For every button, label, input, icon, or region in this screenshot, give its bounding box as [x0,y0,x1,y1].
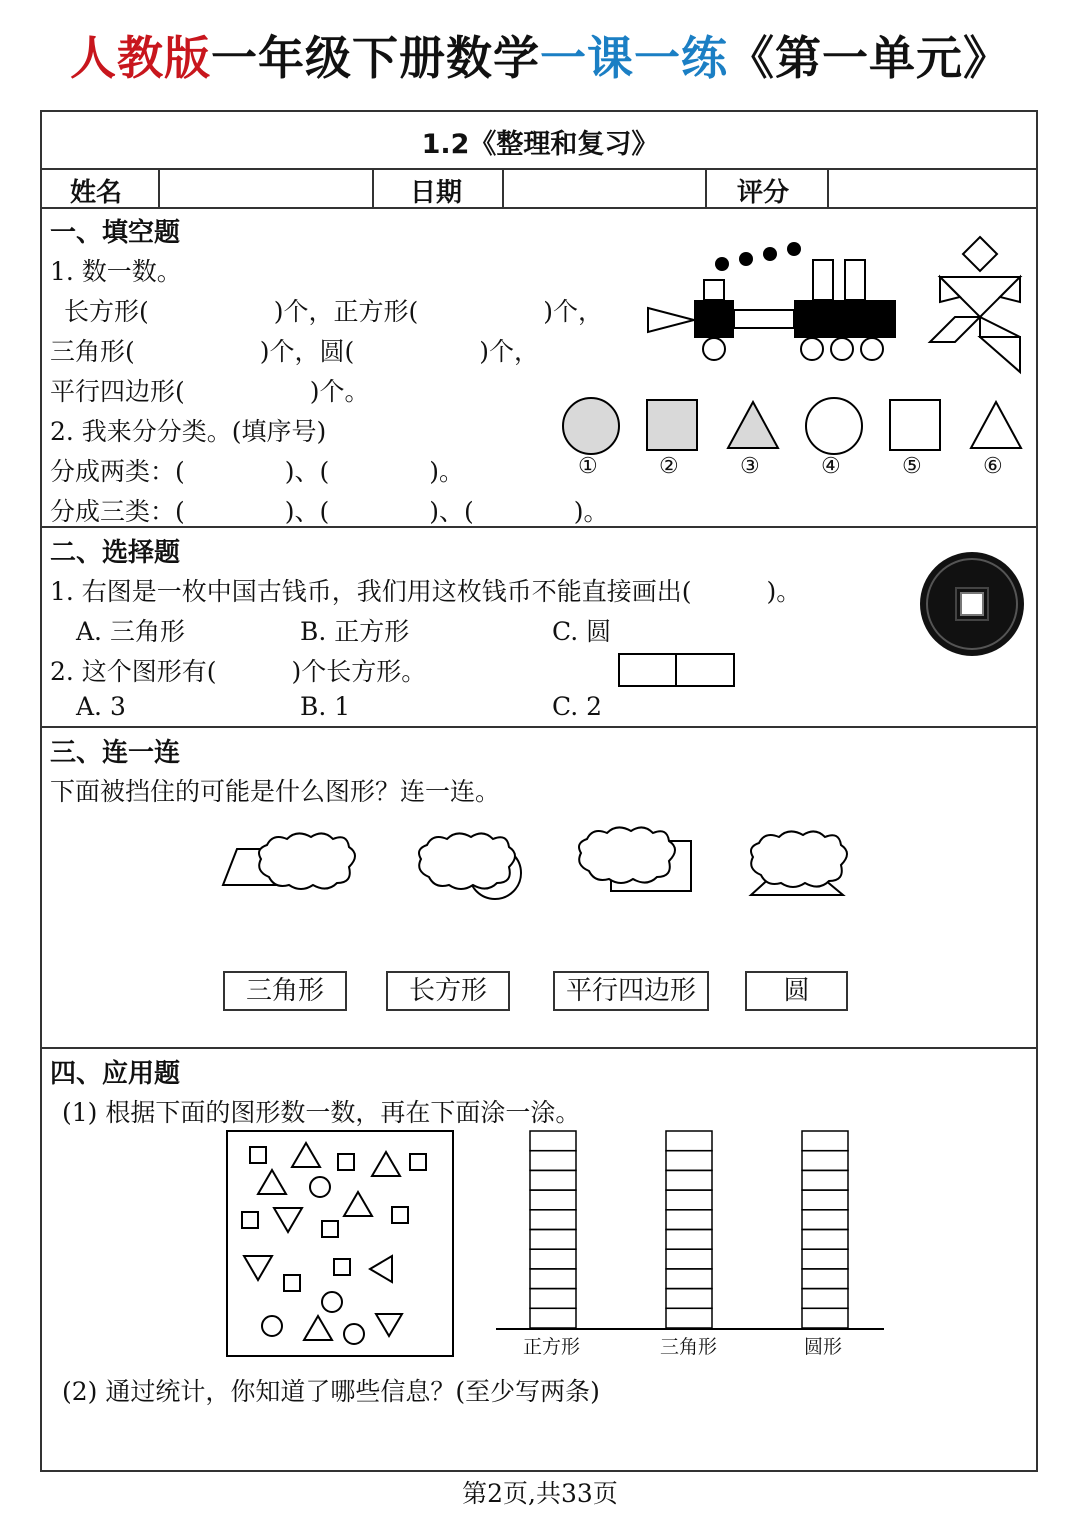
cloud-cover [419,833,515,889]
bar-grid-cell [530,1210,576,1230]
bar-grid-cell [530,1151,576,1171]
classify-shapes [555,392,1035,492]
bar-label-triangle: 三角形 [660,1336,718,1358]
shape-number: ⑥ [983,454,1003,479]
bar-grid-cell [530,1249,576,1269]
section1-heading: 一、填空题 [50,218,181,248]
bar-grid-cell [530,1190,576,1210]
q1-option-a[interactable]: A. 三角形 [76,617,185,646]
title-grade: 一年级下册数学 [211,31,540,85]
bar-label-square: 正方形 [523,1336,581,1358]
score-label: 评分 [737,178,790,208]
divider [705,168,707,208]
cloud-cover [751,831,847,887]
bar-grid-cell [802,1170,848,1190]
option-circle[interactable]: 圆 [745,971,848,1011]
bar-grid-cell [802,1308,848,1328]
bar-grid-cell [530,1131,576,1151]
bar-grid-cell [802,1269,848,1289]
bar-grid-cell [802,1210,848,1230]
bar-grid-cell [530,1289,576,1309]
page-title [0,22,1080,88]
q2-option-c[interactable]: C. 2 [552,692,603,721]
shape-number: ① [578,454,598,479]
bar-grid-cell [666,1308,712,1328]
bar-grid-cell [802,1289,848,1309]
score-field[interactable] [829,170,1035,206]
section3-prompt: 下面被挡住的可能是什么图形？连一连。 [50,777,501,806]
shape-3-gray-triangle [728,402,778,448]
bar-label-circle: 圆形 [804,1336,843,1358]
q1-option-c[interactable]: C. 圆 [552,617,612,646]
tangram-figure [920,232,1030,377]
section4-heading: 四、应用题 [50,1059,181,1089]
bar-grid-cell [802,1190,848,1210]
bar-grid-cell [666,1131,712,1151]
section1-q2: 2. 我来分分类。(填序号) [50,417,327,446]
bar-grid-cell [530,1170,576,1190]
q2-option-b[interactable]: B. 1 [300,692,351,721]
bar-grid-cell [666,1151,712,1171]
divider [40,1047,1038,1049]
count-line-triangle-circle[interactable]: 三角形( )个，圆( )个， [50,337,540,366]
bar-grid-cell [802,1151,848,1171]
bar-grid-cell [802,1131,848,1151]
shape-number: ④ [821,454,841,479]
page-footer: 第2页,共33页 [462,1479,618,1508]
two-groups-line[interactable]: 分成两类：( )、( )。 [50,457,465,486]
bar-grid-cell [530,1269,576,1289]
bar-grid-cell [530,1308,576,1328]
name-field[interactable] [160,170,370,206]
cloud-cover [259,833,355,889]
shape-1-gray-circle [563,398,619,454]
ancient-coin-image [918,550,1026,658]
q2-option-a[interactable]: A. 3 [76,692,126,721]
divider [372,168,374,208]
title-series: 一课一练 [540,31,728,85]
count-line-rect-square[interactable]: 长方形( )个，正方形( )个， [64,297,604,326]
bar-grid-cell [666,1230,712,1250]
option-rectangle[interactable]: 长方形 [386,971,510,1011]
title-publisher: 人教版 [70,31,211,85]
answer-area[interactable] [60,1412,1020,1468]
q1-option-b[interactable]: B. 正方形 [300,617,410,646]
bar-grid-cell [666,1170,712,1190]
section3-heading: 三、连一连 [50,738,181,768]
title-unit: 《第一单元》 [728,31,1010,85]
two-rectangles-figure [618,653,736,687]
shapes-collection-box [226,1130,456,1358]
train-picture [640,232,910,372]
hidden-shapes [215,825,855,905]
divider [40,726,1038,728]
date-field[interactable] [504,170,703,206]
section2-q2[interactable]: 2. 这个图形有( )个长方形。 [50,657,427,686]
bar-grid-cell [666,1269,712,1289]
shape-number: ⑤ [902,454,922,479]
section1-q1: 1. 数一数。 [50,257,182,286]
count-line-parallelogram[interactable]: 平行四边形( )个。 [50,377,370,406]
name-label: 姓名 [70,178,123,208]
section2-q1[interactable]: 1. 右图是一枚中国古钱币，我们用这枚钱币不能直接画出( )。 [50,577,802,606]
section4-q2: (2) 通过统计，你知道了哪些信息？(至少写两条) [62,1377,600,1406]
option-parallelogram[interactable]: 平行四边形 [553,971,709,1011]
option-triangle[interactable]: 三角形 [223,971,347,1011]
shape-5-white-square [890,400,940,450]
section4-q1: (1) 根据下面的图形数一数，再在下面涂一涂。 [62,1098,581,1127]
bar-grid-cell [802,1249,848,1269]
lesson-title: 1.2《整理和复习》 [421,129,659,160]
bar-grid-cell [666,1289,712,1309]
bar-grid-cell [530,1230,576,1250]
shape-6-white-triangle [971,402,1021,448]
shape-2-gray-square [647,400,697,450]
bar-grid-cell [666,1249,712,1269]
bar-grid-cell [666,1210,712,1230]
three-groups-line[interactable]: 分成三类：( )、( )、( )。 [50,497,609,526]
date-label: 日期 [410,178,463,208]
shape-4-white-circle [806,398,862,454]
bar-grid-cell [666,1190,712,1210]
cloud-cover [579,827,675,883]
section2-heading: 二、选择题 [50,538,181,568]
shape-number: ② [659,454,679,479]
divider [40,207,1038,209]
shape-number: ③ [740,454,760,479]
bar-grids [494,1128,886,1334]
bar-grid-cell [802,1230,848,1250]
